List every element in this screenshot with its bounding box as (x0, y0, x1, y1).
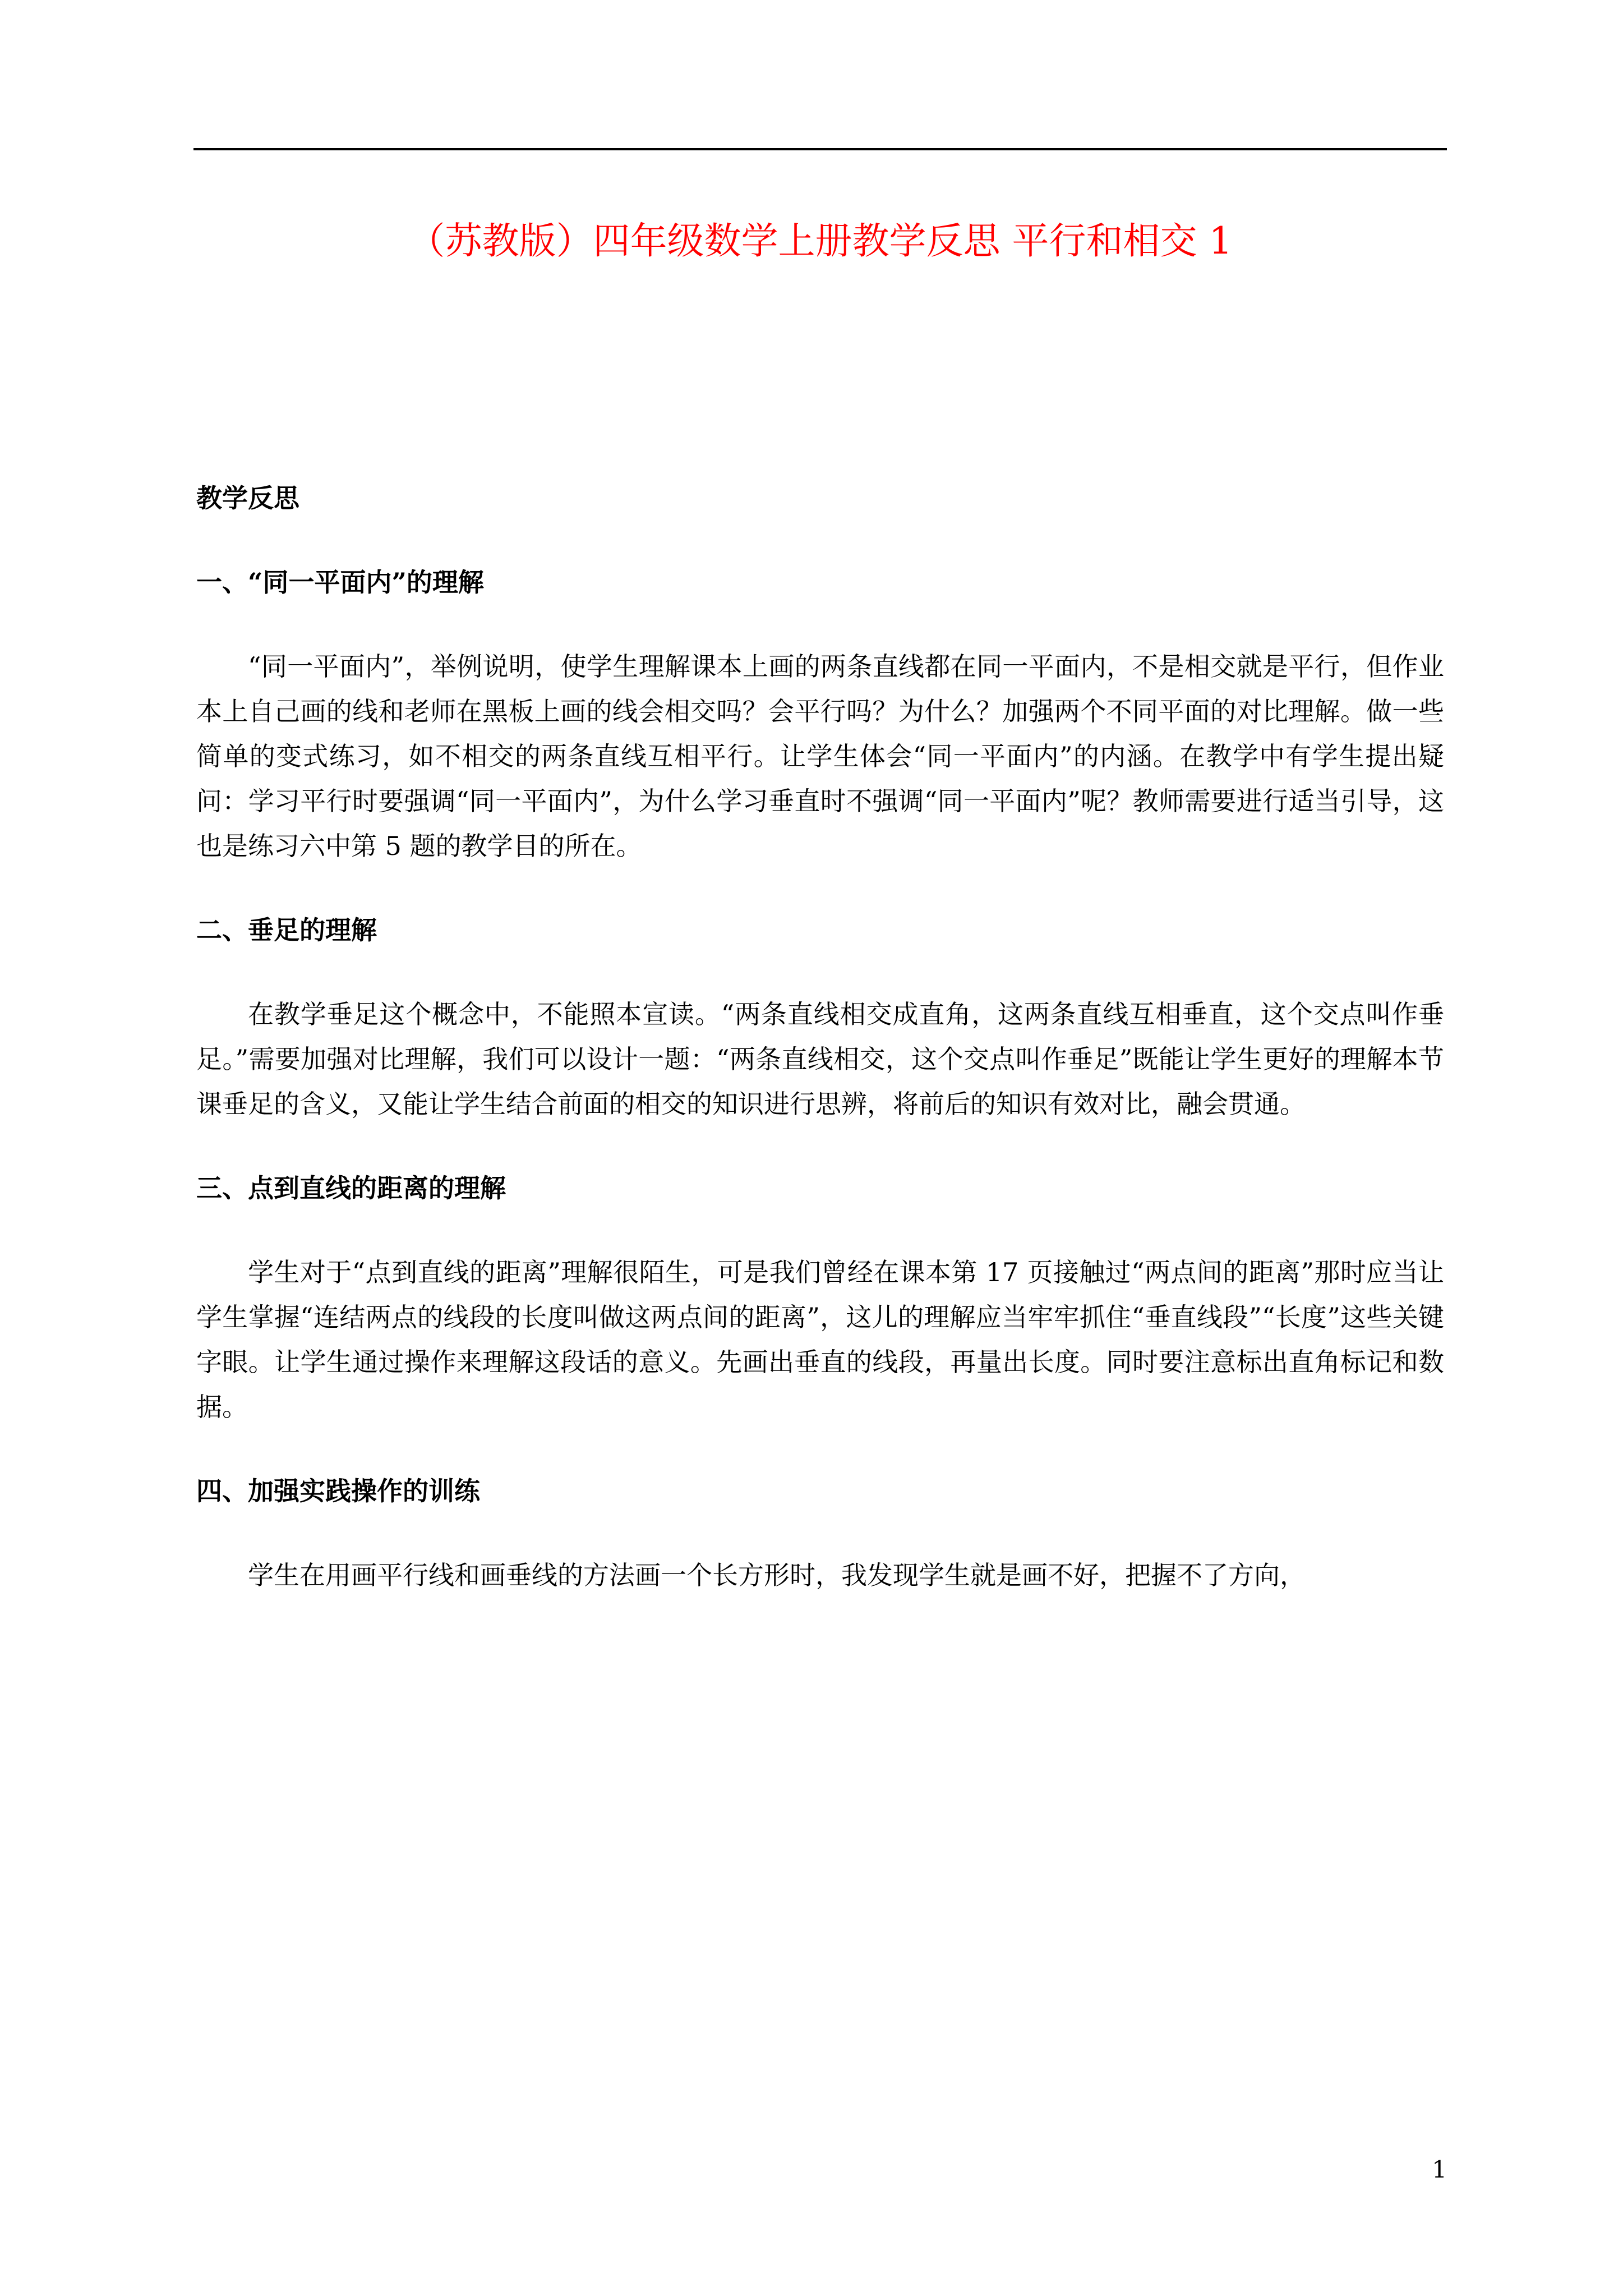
section-heading: 一、“同一平面内”的理解 (196, 567, 484, 597)
section-heading: 四、加强实践操作的训练 (196, 1476, 480, 1506)
section-paragraph: 学生对于“点到直线的距离”理解很陌生，可是我们曾经在课本第 17 页接触过“两点间的距离”那时应当让学生掌握“连结两点的线段的长度叫做这两点间的距离”，这儿的理解应当牢牢抓住“垂直线段”“长度”这些关键字眼。让学生通过操作来理解这段话的意义。先画出垂直的线段，再量出长度。同时要注意标出直角标记和数据。 (196, 1257, 1445, 1422)
section-paragraph: 在教学垂足这个概念中，不能照本宣读。“两条直线相交成直角，这两条直线互相垂直，这个交点叫作垂足。”需要加强对比理解，我们可以设计一题：“两条直线相交，这个交点叫作垂足”既能让学生更好的理解本节课垂足的含义，又能让学生结合前面的相交的知识进行思辨，将前后的知识有效对比，融会贯通。 (196, 999, 1444, 1119)
document-title: （苏教版）四年级数学上册教学反思 平行和相交 1 (408, 219, 1233, 263)
section-heading: 二、垂足的理解 (196, 915, 377, 945)
section-2 (196, 908, 1444, 1126)
document-body (196, 476, 1444, 1598)
header-rule (193, 148, 1447, 150)
page-number: 1 (1432, 2156, 1447, 2183)
section-heading: 三、点到直线的距离的理解 (196, 1173, 506, 1203)
section-paragraph: 学生在用画平行线和画垂线的方法画一个长方形时，我发现学生就是画不好，把握不了方向， (248, 1560, 1306, 1590)
section-1 (196, 560, 1444, 868)
section-4 (196, 1469, 1444, 1598)
section-paragraph: “同一平面内”，举例说明，使学生理解课本上画的两条直线都在同一平面内，不是相交就是平行，但作业本上自己画的线和老师在黑板上画的线会相交吗？会平行吗？为什么？加强两个不同平面的对比理解。做一些简单的变式练习，如不相交的两条直线互相平行。让学生体会“同一平面内”的内涵。在教学中有学生提出疑问：学习平行时要强调“同一平面内”，为什么学习垂直时不强调“同一平面内”呢？教师需要进行适当引导，这也是练习六中第 5 题的教学目的所在。 (196, 651, 1444, 861)
section-label: 教学反思 (196, 483, 299, 513)
section-3 (196, 1166, 1444, 1429)
